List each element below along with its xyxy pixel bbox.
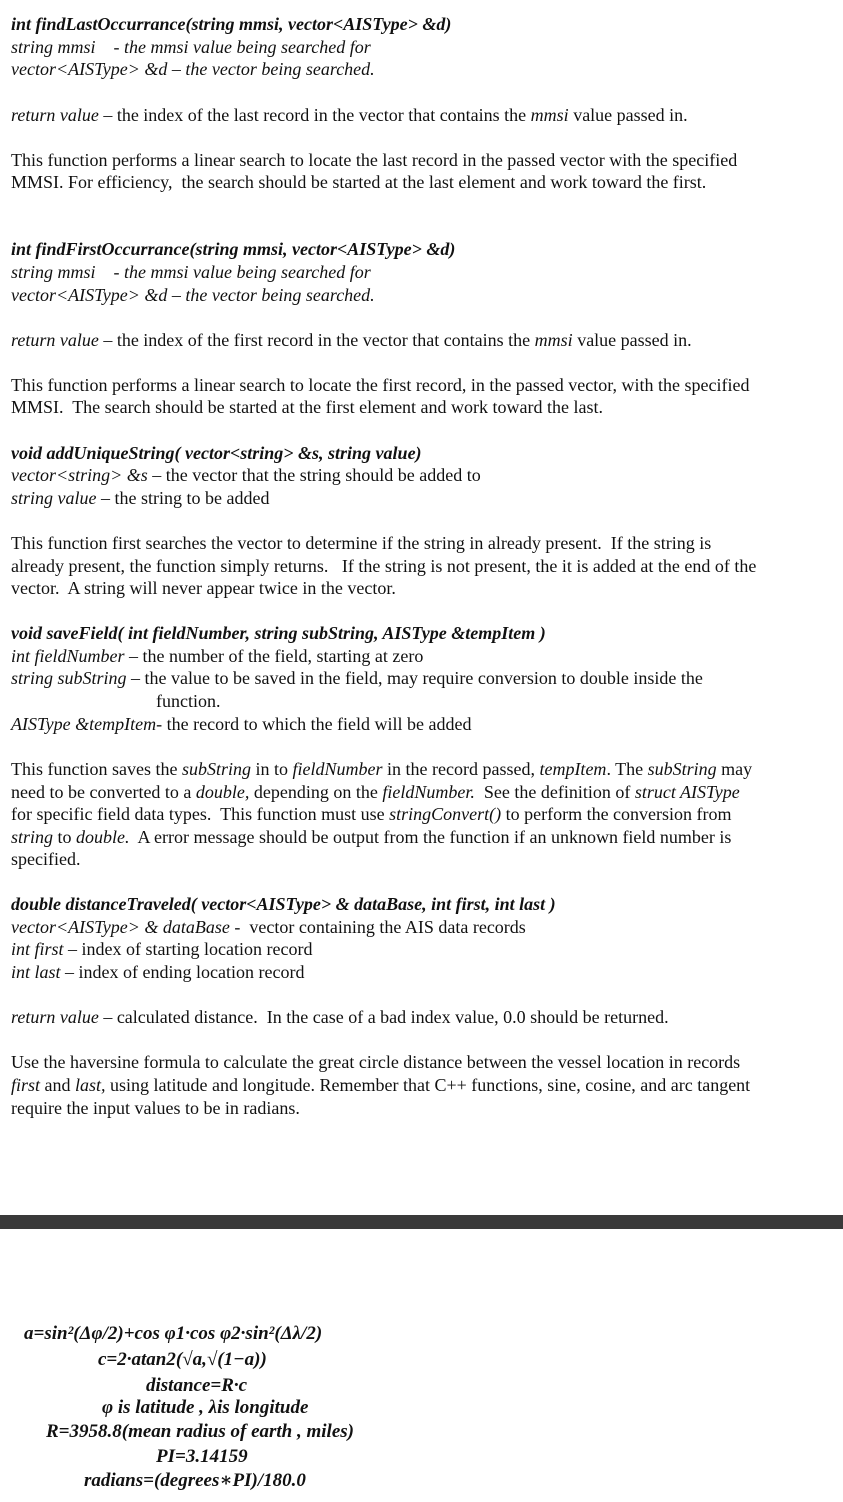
add-unique-param2	[11, 487, 269, 509]
text-run: stringConvert()	[389, 804, 502, 824]
distance-param1	[11, 916, 526, 938]
param-name: vector<AISType> & dataBase	[11, 917, 230, 937]
param-desc: – index of starting location record	[63, 939, 313, 959]
text-run: to perform the conversion from	[501, 804, 732, 824]
save-field-param2	[11, 667, 703, 689]
text-run: may	[716, 759, 753, 779]
text-run: last,	[75, 1075, 106, 1095]
add-unique-param1	[11, 464, 481, 486]
param-name: string mmsi	[11, 262, 96, 282]
save-field-signature: void saveField( int fieldNumber, string subString, AISType &tempItem )	[11, 623, 546, 643]
param-name: int first	[11, 939, 64, 959]
add-unique-desc-1: This function first searches the vector to determine if the string in already present. If the string is	[11, 533, 712, 553]
find-first-desc-1: This function performs a linear search to locate the first record, in the passed vector, with the specified	[11, 375, 750, 395]
return-text-end: value passed in.	[572, 330, 692, 350]
text-run: struct AISType	[634, 782, 740, 802]
text-run: and	[40, 1075, 76, 1095]
save-field-param2-cont: function.	[156, 691, 221, 711]
param-name: vector<string> &s	[11, 465, 148, 485]
save-field-param1	[11, 645, 423, 667]
text-run: tempItem	[539, 759, 607, 779]
param-desc: – the value to be saved in the field, may require conversion to double inside the	[126, 668, 703, 688]
find-last-desc-1: This function performs a linear search to locate the last record in the passed vector with the specified	[11, 150, 738, 170]
add-unique-desc-3: vector. A string will never appear twice in the vector.	[11, 578, 396, 598]
text-run: using latitude and longitude. Remember that C++ functions, sine, cosine, and arc tangent	[105, 1075, 751, 1095]
param-name: int fieldNumber	[11, 646, 125, 666]
distance-return	[11, 1006, 669, 1028]
param-desc: - the mmsi value being searched for	[95, 262, 371, 282]
find-first-return	[11, 329, 692, 351]
find-last-param1	[11, 36, 371, 58]
param-desc: - the record to which the field will be added	[156, 714, 472, 734]
text-run: need to be converted to a	[11, 782, 196, 802]
param-desc: – the string to be added	[96, 488, 270, 508]
save-field-desc-3	[11, 803, 732, 825]
add-unique-signature: void addUniqueString( vector<string> &s, string value)	[11, 443, 422, 463]
text-run: depending on the	[249, 782, 383, 802]
return-text-end: value passed in.	[568, 105, 688, 125]
find-first-signature: int findFirstOccurrance(string mmsi, vector<AISType> &d)	[11, 239, 456, 259]
text-run: subString	[181, 759, 251, 779]
return-emphasis: mmsi	[530, 105, 569, 125]
param-desc: – the number of the field, starting at zero	[124, 646, 424, 666]
text-run: in to	[250, 759, 293, 779]
page-divider	[0, 1215, 843, 1229]
text-run: fieldNumber.	[382, 782, 475, 802]
formula-line-pi: PI=3.14159	[156, 1446, 248, 1467]
param-name: string mmsi	[11, 37, 96, 57]
param-name: string value	[11, 488, 97, 508]
text-run: for specific field data types. This function must use	[11, 804, 390, 824]
text-run: string	[11, 827, 54, 847]
text-run: fieldNumber	[292, 759, 383, 779]
save-field-desc-5: specified.	[11, 849, 81, 869]
param-desc: – the vector that the string should be added to	[147, 465, 481, 485]
find-last-desc-2: MMSI. For efficiency, the search should be started at the last element and work toward the first.	[11, 172, 707, 192]
return-label: return value	[11, 105, 99, 125]
text-run: double,	[195, 782, 250, 802]
return-label: return value	[11, 330, 99, 350]
param-name: string subString	[11, 668, 127, 688]
return-emphasis: mmsi	[534, 330, 573, 350]
save-field-param3	[11, 713, 472, 735]
find-first-param2: vector<AISType> &d – the vector being searched.	[11, 285, 375, 305]
distance-param3	[11, 961, 304, 983]
return-text: – calculated distance. In the case of a bad index value, 0.0 should be returned.	[98, 1007, 669, 1027]
param-name: int last	[11, 962, 61, 982]
distance-desc-1: Use the haversine formula to calculate the great circle distance between the vessel location in records	[11, 1052, 741, 1072]
formula-line-distance: distance=R·c	[146, 1375, 248, 1396]
text-run: double.	[76, 827, 130, 847]
param-desc: – index of ending location record	[60, 962, 305, 982]
formula-line-a: a=sin²(Δφ/2)+cos φ1·cos φ2·sin²(Δλ/2)	[24, 1323, 323, 1344]
distance-desc-2	[11, 1074, 750, 1096]
add-unique-desc-2: already present, the function simply returns. If the string is not present, the it is added at the end of the	[11, 556, 757, 576]
save-field-desc-4	[11, 826, 731, 848]
find-last-return	[11, 104, 688, 126]
find-first-param1	[11, 261, 371, 283]
find-first-desc-2: MMSI. The search should be started at the first element and work toward the last.	[11, 397, 604, 417]
text-run: See the definition of	[474, 782, 635, 802]
text-run: . The	[606, 759, 648, 779]
param-desc: - vector containing the AIS data records	[229, 917, 526, 937]
text-run: subString	[647, 759, 717, 779]
save-field-desc-1	[11, 758, 752, 780]
text-run: to	[53, 827, 77, 847]
distance-signature: double distanceTraveled( vector<AISType> & dataBase, int first, int last )	[11, 894, 556, 914]
distance-param2	[11, 938, 312, 960]
text-run: first	[11, 1075, 41, 1095]
param-name: AISType &tempItem	[11, 714, 157, 734]
return-text: – the index of the last record in the vector that contains the	[98, 105, 531, 125]
save-field-desc-2	[11, 781, 740, 803]
text-run: in the record passed,	[382, 759, 540, 779]
find-last-param2: vector<AISType> &d – the vector being searched.	[11, 59, 375, 79]
find-last-signature: int findLastOccurrance(string mmsi, vector<AISType> &d)	[11, 14, 452, 34]
formula-line-radians: radians=(degrees∗PI)/180.0	[84, 1470, 306, 1491]
text-run: This function saves the	[11, 759, 182, 779]
param-desc: - the mmsi value being searched for	[95, 37, 371, 57]
formula-line-legend: φ is latitude , λis longitude	[102, 1397, 309, 1418]
text-run: A error message should be output from the function if an unknown field number is	[129, 827, 732, 847]
formula-line-c: c=2·atan2(√a,√(1−a))	[98, 1349, 267, 1370]
distance-desc-3: require the input values to be in radians.	[11, 1098, 300, 1118]
formula-line-radius: R=3958.8(mean radius of earth , miles)	[46, 1421, 354, 1442]
return-label: return value	[11, 1007, 99, 1027]
return-text: – the index of the first record in the vector that contains the	[98, 330, 535, 350]
